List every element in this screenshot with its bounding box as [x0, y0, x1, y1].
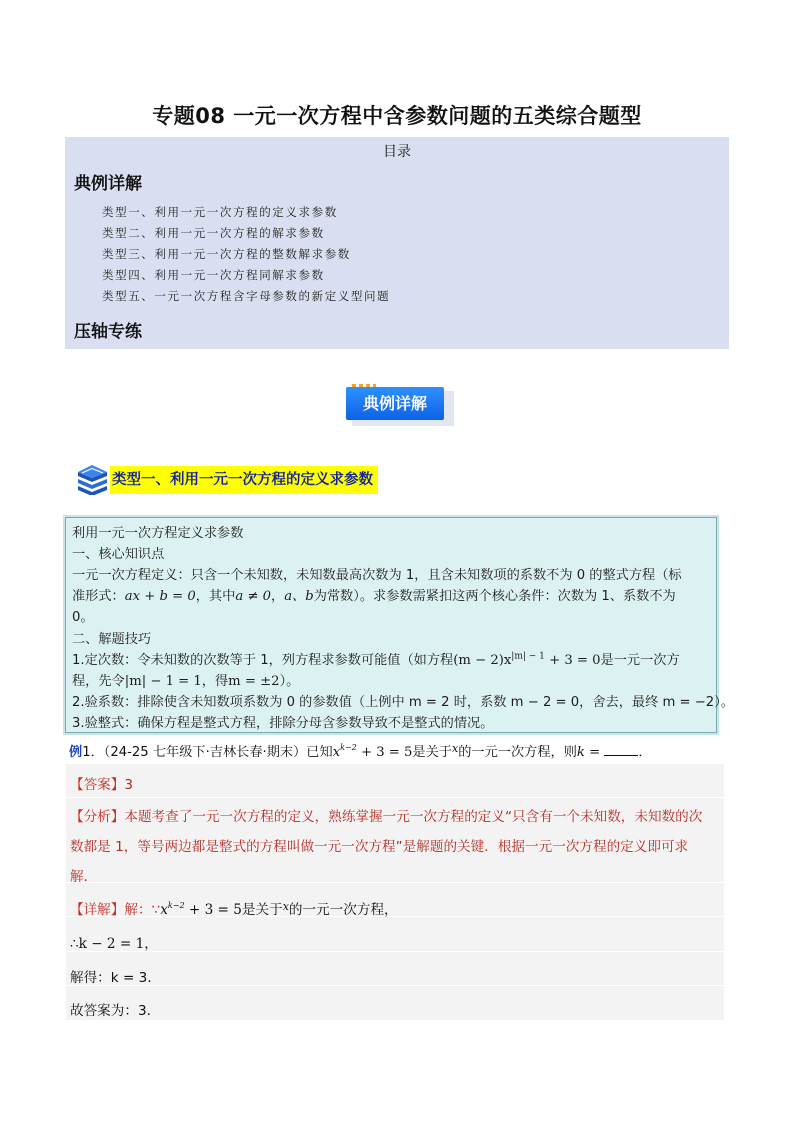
toc-item-type-3[interactable]: 类型三、利用一元一次方程的整数解求参数: [102, 247, 351, 261]
example-source: （24-25 七年级下·吉林长春·期末）已知: [103, 745, 333, 760]
example-label: 例: [69, 745, 83, 760]
tip-1-line-1: [72, 649, 680, 668]
text: ．: [638, 745, 652, 760]
equation-exponent: k−2: [340, 743, 357, 752]
text: 的一元一次方程，则: [458, 745, 577, 760]
knowledge-box: [65, 517, 734, 733]
text: ，其中: [195, 589, 236, 604]
example-equation: [453, 653, 600, 668]
variable-x: x: [451, 742, 459, 755]
equation-base: x: [332, 745, 341, 760]
text: 本题考查了一元一次方程的定义，熟练掌握一元一次方程的定义“只含有一个未知数，未知数的次: [124, 809, 703, 825]
text: 准形式：: [72, 589, 125, 604]
badge-label: 典例详解: [346, 387, 444, 420]
detail-step-2: ∴k − 2 = 1，: [70, 936, 158, 952]
knowledge-definition-line-2: [72, 585, 676, 604]
equation-rest: + 3 = 5: [356, 745, 413, 760]
text: 是关于: [412, 745, 452, 760]
knowledge-definition-line-3: 0。: [72, 610, 94, 625]
text: ，得: [201, 674, 229, 689]
standard-form-equation: ax + b = 0: [124, 589, 196, 604]
k-equals: k =: [576, 745, 605, 760]
text: 1.定次数：令未知数的次数等于 1，列方程求参数可能值（如方程: [72, 653, 454, 668]
constants-ab: a、b: [284, 589, 314, 604]
text: 是关于: [241, 902, 283, 918]
toc-heading: 目录: [383, 144, 411, 160]
toc-item-type-1[interactable]: 类型一、利用一元一次方程的定义求参数: [102, 205, 338, 219]
knowledge-heading-tips: 二、解题技巧: [72, 632, 152, 647]
section-badge: [346, 384, 454, 426]
text: 是一元一次方: [600, 653, 680, 668]
table-of-contents: [65, 137, 729, 349]
text: ，: [271, 589, 285, 604]
text: 为常数）。求参数需紧扣这两个核心条件：次数为 1、系数不为: [313, 589, 676, 604]
analysis-line-2: 数都是 1，等号两边都是整式的方程叫做一元一次方程”是解题的关键．根据一元一次方程的定义即可求: [70, 839, 689, 855]
abs-equation: |m| − 1 = 1: [124, 674, 202, 689]
answer-value: 3: [124, 777, 134, 793]
example-1: [69, 741, 652, 760]
detail-tag: 【详解】: [70, 902, 125, 918]
equation-rest: + 3 = 0: [544, 653, 601, 668]
m-result: m = ±2: [228, 674, 280, 689]
text: 解：∵: [124, 902, 161, 918]
coefficient-condition: a ≠ 0: [235, 589, 271, 604]
page-title: 专题08 一元一次方程中含参数问题的五类综合题型: [152, 104, 642, 128]
tip-3: 3.验整式：确保方程是整式方程，排除分母含参数导致不是整式的情况。: [72, 716, 494, 731]
equation-base: x: [160, 902, 168, 918]
toc-section-challenge[interactable]: 压轴专练: [74, 322, 142, 342]
divider: [66, 882, 724, 883]
knowledge-title: 利用一元一次方程定义求参数: [72, 526, 244, 541]
variable-x: x: [282, 900, 289, 913]
answer-blank: [604, 743, 638, 756]
tip-2: 2.验系数：排除使含未知数项系数为 0 的参数值（上例中 m = 2 时，系数 m − 2 = 0，舍去，最终 m = −2）。: [72, 695, 734, 710]
equation-exponent: k−2: [167, 901, 185, 910]
analysis-line-3: 解．: [70, 869, 98, 885]
equation-base: (m − 2)x: [453, 653, 512, 668]
answer-row: [70, 773, 133, 793]
example-equation: [333, 745, 413, 760]
solution-panel: [66, 764, 724, 1020]
divider: [66, 797, 724, 798]
answer-tag: 【答案】: [70, 777, 125, 793]
knowledge-definition-line-1: 一元一次方程定义：只含一个未知数，未知数最高次数为 1，且含未知数项的系数不为 0 的整式方程（标: [72, 568, 682, 583]
type-section-label: 类型一、利用一元一次方程的定义求参数: [110, 466, 378, 494]
books-stack-icon: [74, 461, 110, 495]
toc-item-type-5[interactable]: 类型五、一元一次方程含字母参数的新定义型问题: [102, 289, 391, 303]
divider: [66, 951, 724, 952]
analysis-line-1: [70, 805, 702, 825]
toc-item-type-4[interactable]: 类型四、利用一元一次方程同解求参数: [102, 268, 325, 282]
tip-1-line-2: [72, 670, 299, 689]
toc-section-examples[interactable]: 典例详解: [74, 174, 142, 194]
equation-exponent: |m| − 1: [511, 651, 545, 662]
knowledge-heading-core: 一、核心知识点: [72, 547, 165, 562]
equation-rest: + 3 = 5: [184, 902, 242, 918]
divider: [66, 985, 724, 986]
text: 程，先令: [72, 674, 125, 689]
detail-step-3: 解得：k = 3．: [70, 970, 161, 986]
toc-item-type-2[interactable]: 类型二、利用一元一次方程的解求参数: [102, 226, 325, 240]
text: ）。: [279, 674, 300, 689]
detail-line-1: [70, 898, 398, 918]
detail-equation: [160, 902, 242, 918]
text: 的一元一次方程，: [288, 902, 398, 918]
detail-step-4: 故答案为：3．: [70, 1003, 161, 1019]
analysis-tag: 【分析】: [70, 809, 125, 825]
example-number: 1．: [82, 745, 104, 760]
